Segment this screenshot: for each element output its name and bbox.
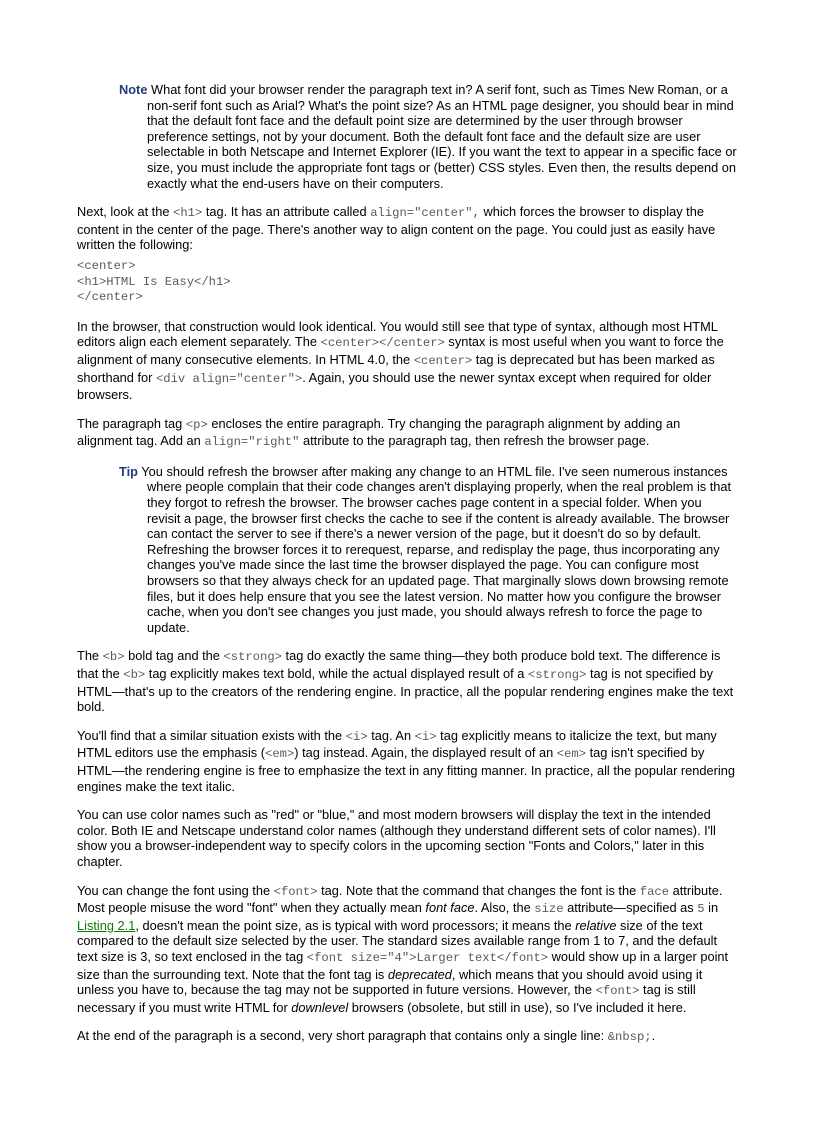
inline-code: <h1> (173, 206, 203, 221)
inline-code: <p> (185, 417, 208, 432)
inline-code: <i> (345, 729, 368, 744)
emphasis: font face (425, 900, 475, 916)
text: encloses the entire paragraph. Try changing the paragraph alignment by adding an alignment tag. Add an (77, 415, 681, 449)
text: . Again, you should use the newer syntax except when required for older browsers. (77, 369, 712, 403)
text: tag do exactly the same thing—they both produce bold text. The difference is that the (77, 648, 721, 681)
text: , which means that you should avoid using it unless you have to, because the tag may not be supported in future versions. However, the (77, 966, 703, 998)
text: attribute to the paragraph tag, then refresh the browser page. (299, 433, 650, 449)
paragraph-color-names: You can use color names such as "red" or "blue," and most modern browsers will display the text in the intended color. Both IE and Netscape understand color names (although they understand different sets of color names). I'll show you a browser-independent way to specify colors in the upcoming section "Fonts and Colors," later in this chapter. (77, 807, 716, 869)
inline-code: align="right" (204, 435, 300, 450)
paragraph-italic-em (77, 728, 737, 794)
text: tag explicitly makes text bold, while the actual displayed result of a (145, 666, 528, 681)
text: browsers (obsolete, but still in use), so I've included it here. (348, 999, 687, 1015)
tip-text: You should refresh the browser after making any change to an HTML file. I've seen numerous instances where people complain that their code changes aren't displaying properly, when the real problem is that they forgot to refresh the browser. The browser caches page content in a special folder. When you revisit a page, the browser first checks the cache to see if the content is already available. The browser can contact the server to see if there's a newer version of the page, but it doesn't do so by default. Refreshing the browser forces it to rerequest, reparse, and redisplay the page, thus incorporating any changes you've made since the last time the browser displayed the page. You can configure most browsers so that they always check for an updated page. That marginally slows down browsing remote files, but it does help ensure that you see the latest version. No matter how you configure the browser cache, when you don't see changes you just made, you should always refresh to force the page to update. (137, 463, 732, 635)
text: You can change the font using the (77, 882, 274, 898)
paragraph-bold-strong (77, 648, 737, 714)
note-text: What font did your browser render the paragraph text in? A serif font, such as Times New Roman, or a non-serif font such as Arial? What's the point size? As an HTML page designer, you should bear in mind that the default font face and the default point size are determined by the user through browser preference settings, not by your document. Both the default font face and the default size are user selectable in both Netscape and Internet Explorer (IE). If you want the text to appear in a specific face or size, you must include the appropriate font tags or (better) CSS styles. Even then, the results depend on exactly what the end-users have on their computers. (147, 82, 737, 191)
inline-code: <font> (273, 884, 318, 899)
paragraph-h1-align (77, 204, 737, 253)
text: . Also, the (474, 900, 535, 916)
text: attribute—specified as (563, 900, 698, 916)
inline-code: <font> (595, 984, 640, 999)
text: in (704, 900, 719, 916)
note-label: Note (119, 82, 148, 97)
inline-code: <font size="4">Larger text</font> (306, 950, 549, 965)
text: tag isn't specified by HTML—the rendering engine is free to emphasize the text in any fitting manner. In practice, all the popular rendering engines make the text italic. (77, 745, 735, 794)
paragraph-center-tag (77, 319, 737, 403)
inline-code: <em> (265, 747, 295, 762)
inline-code: <strong> (223, 650, 282, 665)
note-callout (119, 82, 737, 191)
text: tag is still necessary if you must write HTML for (77, 982, 696, 1015)
document-page (77, 82, 737, 1059)
text: , doesn't mean the point size, as is typical with word processors; it means the (135, 917, 576, 933)
paragraph-p-tag (77, 416, 737, 451)
text: ) tag instead. Again, the displayed result of an (294, 745, 557, 761)
text: tag. It has an attribute called (202, 204, 371, 220)
text: You'll find that a similar situation exists with the (77, 727, 346, 743)
text: tag. An (367, 727, 415, 743)
text: At the end of the paragraph is a second, very short paragraph that contains only a single line: (77, 1028, 608, 1044)
inline-code: &nbsp; (607, 1030, 652, 1045)
paragraph-nbsp (77, 1028, 737, 1046)
text: In the browser, that construction would look identical. You would still see that type of syntax, although most HTML editors align each element separately. The (77, 318, 718, 350)
text: would show up in a larger point size than the surrounding text. Note that the font tag is (77, 948, 729, 982)
inline-code: <b> (102, 650, 125, 665)
text: tag is not specified by HTML—that's up to the creators of the rendering engine. In practice, all the popular rendering engines make the text bold. (77, 666, 734, 715)
inline-code: <strong> (527, 668, 587, 682)
inline-code: <center> (413, 353, 473, 368)
tip-label: Tip (119, 463, 138, 479)
inline-code: <i> (414, 729, 437, 744)
emphasis: relative (575, 917, 617, 933)
inline-code: <em> (556, 747, 587, 762)
inline-code: face (639, 884, 670, 899)
inline-code: <b> (123, 668, 146, 682)
text: tag is deprecated but has been marked as shorthand for (77, 351, 715, 385)
emphasis: downlevel (291, 999, 349, 1015)
tip-callout (119, 464, 737, 636)
inline-code: align="center", (370, 206, 480, 221)
inline-code: size (534, 902, 564, 917)
paragraph-font-tag (77, 883, 737, 1016)
listing-2-1-link[interactable]: Listing 2.1 (77, 917, 136, 933)
text: . (651, 1028, 656, 1044)
emphasis: deprecated (387, 966, 452, 982)
text: Next, look at the (77, 204, 174, 220)
code-block-center: <center> <h1>HTML Is Easy</h1> </center> (77, 258, 231, 305)
text: tag. Note that the command that changes the font is the (317, 882, 640, 898)
text: attribute. Most people misuse the word "font" when they actually mean (77, 882, 723, 916)
text: which forces the browser to display the content in the center of the page. There's another way to align content on the page. You could just as easily have written the following: (77, 204, 716, 253)
text: The paragraph tag (77, 415, 186, 431)
text: The (77, 648, 103, 664)
inline-code: 5 (697, 902, 705, 917)
text: size of the text compared to the default size selected by the user. The standard sizes available range from 1 to 7, and the default text size is 3, so text enclosed in the tag (77, 917, 718, 964)
inline-code: <center></center> (320, 336, 445, 351)
text: bold tag and the (124, 648, 224, 664)
inline-code: <div align="center"> (155, 371, 303, 386)
text: tag explicitly means to italicize the text, but many HTML editors use the emphasis ( (77, 727, 717, 761)
text: syntax is most useful when you want to force the alignment of many consecutive elements. In HTML 4.0, the (77, 334, 724, 367)
